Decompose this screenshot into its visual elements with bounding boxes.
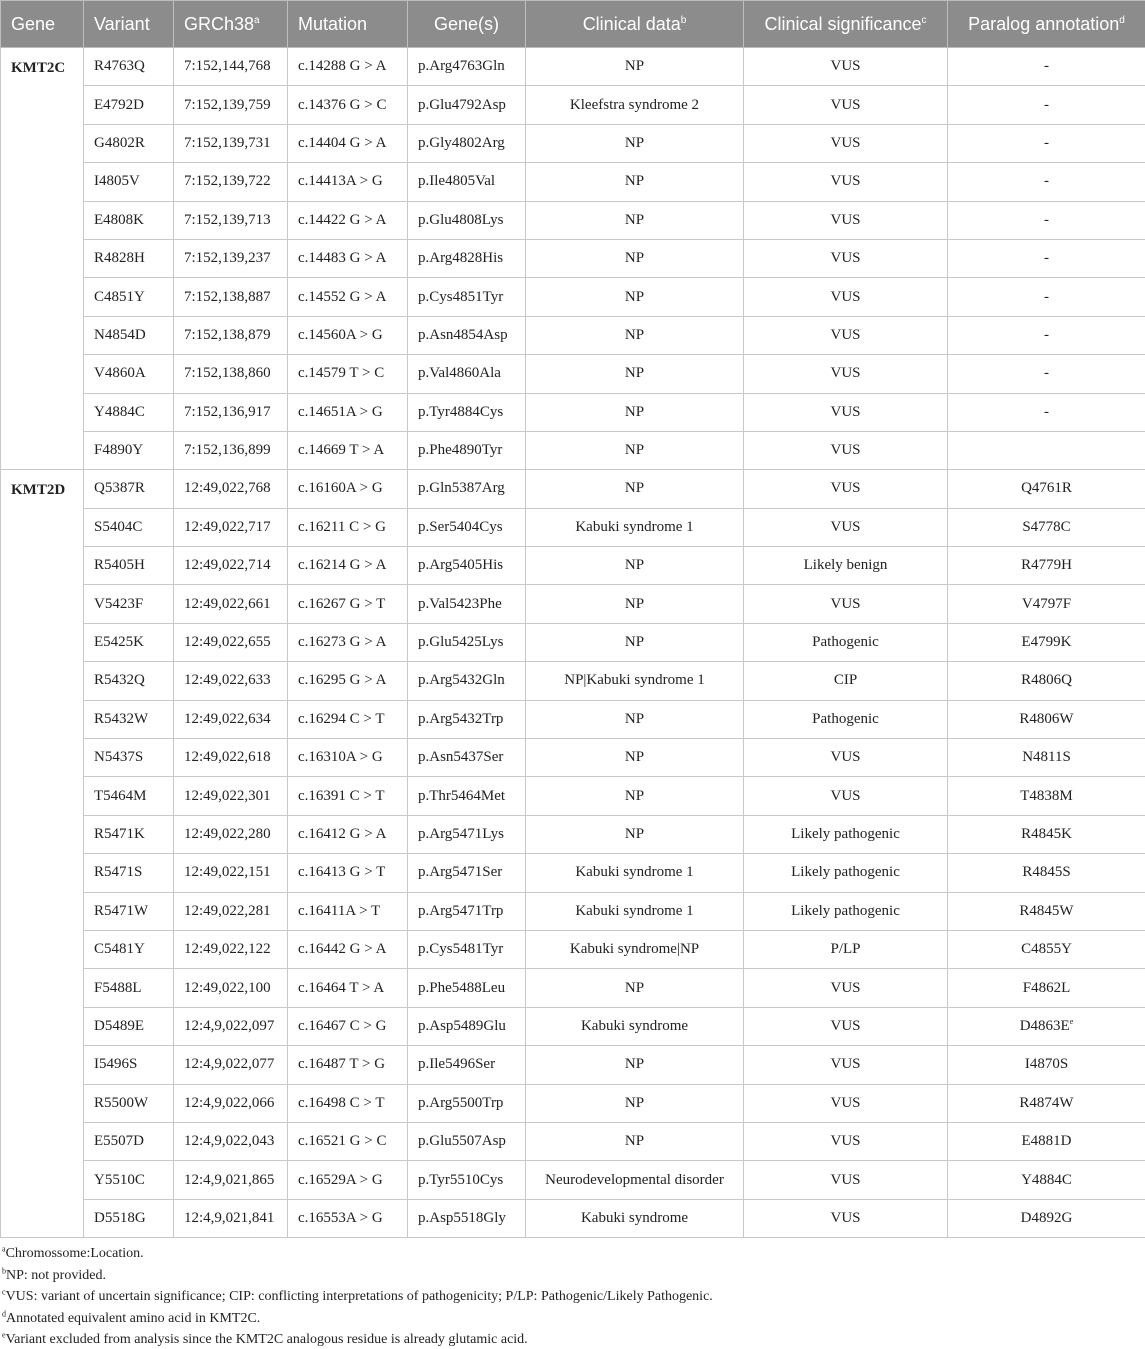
paralog-cell: Y4884C <box>948 1161 1145 1199</box>
protein-cell: p.Glu4808Lys <box>408 201 526 239</box>
protein-cell: p.Phe5488Leu <box>408 969 526 1007</box>
paralog-cell: - <box>948 201 1145 239</box>
mutation-cell: c.16467 C > G <box>288 1007 408 1045</box>
table-row <box>1 470 1145 508</box>
grch38-cell: 12:49,022,633 <box>174 662 288 700</box>
paralog-cell: E4881D <box>948 1122 1145 1160</box>
protein-cell: p.Tyr5510Cys <box>408 1161 526 1199</box>
protein-cell: p.Val4860Ala <box>408 355 526 393</box>
footnote-mark: c <box>2 1287 6 1297</box>
clinical-data-cell: NP <box>526 355 744 393</box>
grch38-cell: 12:49,022,151 <box>174 854 288 892</box>
mutation-cell: c.14669 T > A <box>288 431 408 469</box>
header-row <box>1 1 1145 48</box>
clinical-significance-cell: P/LP <box>744 930 948 968</box>
table-row <box>1 1161 1145 1199</box>
grch38-cell: 12:49,022,301 <box>174 777 288 815</box>
mutation-cell: c.14422 G > A <box>288 201 408 239</box>
grch38-cell: 7:152,136,917 <box>174 393 288 431</box>
table-row <box>1 278 1145 316</box>
table-row <box>1 355 1145 393</box>
mutation-cell: c.14404 G > A <box>288 124 408 162</box>
grch38-cell: 12:4,9,022,097 <box>174 1007 288 1045</box>
grch38-cell: 12:49,022,634 <box>174 700 288 738</box>
footnote-text: NP: not provided. <box>6 1267 106 1283</box>
variant-cell: R5471S <box>84 854 174 892</box>
clinical-data-cell: NP <box>526 316 744 354</box>
variant-cell: R5500W <box>84 1084 174 1122</box>
footnote-marker: e <box>1069 1016 1074 1026</box>
protein-cell: p.Arg5432Gln <box>408 662 526 700</box>
protein-cell: p.Arg4828His <box>408 239 526 277</box>
clinical-significance-cell: VUS <box>744 124 948 162</box>
table-row <box>1 48 1145 86</box>
clinical-significance-cell: Likely pathogenic <box>744 854 948 892</box>
table-row <box>1 201 1145 239</box>
clinical-significance-cell: VUS <box>744 585 948 623</box>
clinical-significance-cell: VUS <box>744 239 948 277</box>
clinical-significance-cell: VUS <box>744 969 948 1007</box>
clinical-data-cell: NP <box>526 201 744 239</box>
table-row <box>1 163 1145 201</box>
paralog-cell: I4870S <box>948 1046 1145 1084</box>
clinical-significance-cell: VUS <box>744 1161 948 1199</box>
protein-cell: p.Asn5437Ser <box>408 739 526 777</box>
variant-cell: D5518G <box>84 1199 174 1237</box>
table-row <box>1 1122 1145 1160</box>
gene-group-label: KMT2C <box>1 48 84 470</box>
footnote-mark: b <box>2 1265 6 1275</box>
clinical-significance-cell: VUS <box>744 777 948 815</box>
protein-cell: p.Val5423Phe <box>408 585 526 623</box>
grch38-cell: 12:49,022,717 <box>174 508 288 546</box>
header-clinical-data: Clinical data$^b$ <box>526 1 744 48</box>
mutation-cell: c.16521 G > C <box>288 1122 408 1160</box>
clinical-significance-cell: VUS <box>744 393 948 431</box>
clinical-significance-cell: VUS <box>744 355 948 393</box>
variant-cell: F5488L <box>84 969 174 1007</box>
protein-cell: p.Arg5405His <box>408 547 526 585</box>
clinical-data-cell: NP <box>526 239 744 277</box>
variant-cell: N5437S <box>84 739 174 777</box>
protein-cell: p.Gly4802Arg <box>408 124 526 162</box>
mutation-cell: c.16413 G > T <box>288 854 408 892</box>
grch38-cell: 12:4,9,022,066 <box>174 1084 288 1122</box>
paralog-cell: S4778C <box>948 508 1145 546</box>
footnote <box>2 1265 106 1284</box>
grch38-cell: 12:49,022,768 <box>174 470 288 508</box>
variant-cell: E5425K <box>84 623 174 661</box>
table-row <box>1 815 1145 853</box>
clinical-data-cell: Kabuki syndrome <box>526 1007 744 1045</box>
grch38-cell: 7:152,139,731 <box>174 124 288 162</box>
table-row <box>1 623 1145 661</box>
clinical-data-cell: NP <box>526 124 744 162</box>
clinical-significance-cell: Likely benign <box>744 547 948 585</box>
variant-cell: Y5510C <box>84 1161 174 1199</box>
clinical-significance-cell: CIP <box>744 662 948 700</box>
footnote-mark: a <box>2 1244 6 1254</box>
clinical-data-cell: Kabuki syndrome|NP <box>526 930 744 968</box>
variant-cell: Q5387R <box>84 470 174 508</box>
mutation-cell: c.16391 C > T <box>288 777 408 815</box>
table-row <box>1 316 1145 354</box>
header-clinical-significance: Clinical significance$^c$ <box>744 1 948 48</box>
table-row <box>1 1046 1145 1084</box>
clinical-data-cell: NP <box>526 393 744 431</box>
footnote-mark: d <box>2 1308 6 1318</box>
table-row <box>1 547 1145 585</box>
protein-cell: p.Arg4763Gln <box>408 48 526 86</box>
footnote-mark: e <box>2 1330 6 1340</box>
mutation-cell: c.14376 G > C <box>288 86 408 124</box>
table-row <box>1 1007 1145 1045</box>
grch38-cell: 12:4,9,021,841 <box>174 1199 288 1237</box>
grch38-cell: 7:152,139,722 <box>174 163 288 201</box>
mutation-cell: c.16267 G > T <box>288 585 408 623</box>
paralog-cell: R4806W <box>948 700 1145 738</box>
grch38-cell: 7:152,138,860 <box>174 355 288 393</box>
protein-cell: p.Arg5500Trp <box>408 1084 526 1122</box>
header-genes: Gene(s) <box>408 1 526 48</box>
table-row <box>1 700 1145 738</box>
variant-cell: T5464M <box>84 777 174 815</box>
clinical-data-cell: NP <box>526 48 744 86</box>
clinical-data-cell: NP <box>526 278 744 316</box>
clinical-significance-cell: VUS <box>744 739 948 777</box>
variant-cell: N4854D <box>84 316 174 354</box>
clinical-data-cell: Kleefstra syndrome 2 <box>526 86 744 124</box>
paralog-cell: R4779H <box>948 547 1145 585</box>
variant-cell: F4890Y <box>84 431 174 469</box>
table-row <box>1 777 1145 815</box>
protein-cell: p.Cys5481Tyr <box>408 930 526 968</box>
variant-cell: R5432Q <box>84 662 174 700</box>
footnote-text: Chromossome:Location. <box>5 1246 144 1261</box>
footnote <box>2 1246 144 1262</box>
clinical-significance-cell: VUS <box>744 1084 948 1122</box>
clinical-data-cell: NP <box>526 700 744 738</box>
table-row <box>1 892 1145 930</box>
paralog-cell: C4855Y <box>948 930 1145 968</box>
clinical-significance-cell: VUS <box>744 316 948 354</box>
paralog-value: D4863E <box>1019 1017 1070 1034</box>
grch38-cell: 12:4,9,021,865 <box>174 1161 288 1199</box>
clinical-data-cell: Kabuki syndrome 1 <box>526 508 744 546</box>
grch38-cell: 12:49,022,655 <box>174 623 288 661</box>
table-row <box>1 1199 1145 1237</box>
protein-cell: p.Ile5496Ser <box>408 1046 526 1084</box>
mutation-cell: c.16498 C > T <box>288 1084 408 1122</box>
variant-cell: V4860A <box>84 355 174 393</box>
protein-cell: p.Ile4805Val <box>408 163 526 201</box>
mutation-cell: c.16553A > G <box>288 1199 408 1237</box>
header-gene: Gene <box>1 1 84 48</box>
mutation-cell: c.16214 G > A <box>288 547 408 585</box>
clinical-significance-cell: VUS <box>744 1122 948 1160</box>
protein-cell: p.Asp5489Glu <box>408 1007 526 1045</box>
paralog-cell: Q4761R <box>948 470 1145 508</box>
paralog-cell: - <box>948 48 1145 86</box>
clinical-significance-cell: VUS <box>744 470 948 508</box>
paralog-cell: R4845W <box>948 892 1145 930</box>
table-row <box>1 124 1145 162</box>
table-row <box>1 393 1145 431</box>
paralog-cell: R4845S <box>948 854 1145 892</box>
clinical-significance-cell: VUS <box>744 1046 948 1084</box>
table-row <box>1 1084 1145 1122</box>
footnote <box>2 1289 713 1305</box>
table-row <box>1 508 1145 546</box>
clinical-data-cell: NP <box>526 739 744 777</box>
grch38-cell: 12:49,022,280 <box>174 815 288 853</box>
variant-cell: C4851Y <box>84 278 174 316</box>
footnote <box>2 1332 528 1348</box>
mutation-cell: c.16487 T > G <box>288 1046 408 1084</box>
table-row <box>1 239 1145 277</box>
variant-cell: R4763Q <box>84 48 174 86</box>
grch38-cell: 7:152,138,887 <box>174 278 288 316</box>
paralog-cell: N4811S <box>948 739 1145 777</box>
footnote <box>2 1308 261 1327</box>
protein-cell: p.Phe4890Tyr <box>408 431 526 469</box>
mutation-cell: c.16442 G > A <box>288 930 408 968</box>
protein-cell: p.Arg5432Trp <box>408 700 526 738</box>
clinical-data-cell: NP <box>526 547 744 585</box>
protein-cell: p.Glu4792Asp <box>408 86 526 124</box>
variant-cell: S5404C <box>84 508 174 546</box>
grch38-cell: 12:49,022,281 <box>174 892 288 930</box>
protein-cell: p.Tyr4884Cys <box>408 393 526 431</box>
variant-cell: C5481Y <box>84 930 174 968</box>
mutation-cell: c.14552 G > A <box>288 278 408 316</box>
protein-cell: p.Asp5518Gly <box>408 1199 526 1237</box>
clinical-significance-cell: VUS <box>744 163 948 201</box>
clinical-data-cell: Kabuki syndrome <box>526 1199 744 1237</box>
clinical-data-cell: NP <box>526 585 744 623</box>
table-row <box>1 585 1145 623</box>
variant-cell: R5432W <box>84 700 174 738</box>
grch38-cell: 7:152,144,768 <box>174 48 288 86</box>
mutation-cell: c.16464 T > A <box>288 969 408 1007</box>
clinical-significance-cell: VUS <box>744 1199 948 1237</box>
paralog-cell: R4845K <box>948 815 1145 853</box>
clinical-significance-cell: VUS <box>744 1007 948 1045</box>
paralog-cell: T4838M <box>948 777 1145 815</box>
paralog-cell: - <box>948 124 1145 162</box>
paralog-cell: - <box>948 393 1145 431</box>
variant-cell: R5405H <box>84 547 174 585</box>
mutation-cell: c.16412 G > A <box>288 815 408 853</box>
protein-cell: p.Thr5464Met <box>408 777 526 815</box>
clinical-significance-cell: Likely pathogenic <box>744 815 948 853</box>
paralog-cell: - <box>948 239 1145 277</box>
table-row <box>1 662 1145 700</box>
clinical-data-cell: Kabuki syndrome 1 <box>526 854 744 892</box>
mutation-cell: c.16310A > G <box>288 739 408 777</box>
variant-cell: E4792D <box>84 86 174 124</box>
paralog-cell: D4892G <box>948 1199 1145 1237</box>
grch38-cell: 12:4,9,022,043 <box>174 1122 288 1160</box>
clinical-significance-cell: VUS <box>744 278 948 316</box>
variant-cell: I4805V <box>84 163 174 201</box>
grch38-cell: 12:49,022,100 <box>174 969 288 1007</box>
clinical-data-cell: NP <box>526 431 744 469</box>
protein-cell: p.Glu5507Asp <box>408 1122 526 1160</box>
variant-cell: G4802R <box>84 124 174 162</box>
paralog-cell: V4797F <box>948 585 1145 623</box>
paralog-cell: - <box>948 278 1145 316</box>
clinical-data-cell: NP|Kabuki syndrome 1 <box>526 662 744 700</box>
mutation-cell: c.16160A > G <box>288 470 408 508</box>
clinical-data-cell: Neurodevelopmental disorder <box>526 1161 744 1199</box>
protein-cell: p.Gln5387Arg <box>408 470 526 508</box>
clinical-significance-cell: VUS <box>744 86 948 124</box>
clinical-data-cell: NP <box>526 163 744 201</box>
clinical-significance-cell: VUS <box>744 201 948 239</box>
paralog-cell: - <box>948 316 1145 354</box>
header-grch38: GRCh38$^a$ <box>174 1 288 48</box>
clinical-significance-cell: VUS <box>744 431 948 469</box>
grch38-cell: 12:49,022,661 <box>174 585 288 623</box>
clinical-data-cell: NP <box>526 1084 744 1122</box>
table-row <box>1 930 1145 968</box>
clinical-data-cell: NP <box>526 815 744 853</box>
table-row <box>1 86 1145 124</box>
grch38-cell: 7:152,139,759 <box>174 86 288 124</box>
mutation-cell: c.16211 C > G <box>288 508 408 546</box>
grch38-cell: 7:152,139,713 <box>174 201 288 239</box>
clinical-significance-cell: Likely pathogenic <box>744 892 948 930</box>
mutation-cell: c.16529A > G <box>288 1161 408 1199</box>
mutation-cell: c.16294 C > T <box>288 700 408 738</box>
header-variant: Variant <box>84 1 174 48</box>
mutation-cell: c.16273 G > A <box>288 623 408 661</box>
variant-cell: I5496S <box>84 1046 174 1084</box>
mutation-cell: c.14651A > G <box>288 393 408 431</box>
gene-group-label: KMT2D <box>1 470 84 1238</box>
variant-cell: R5471K <box>84 815 174 853</box>
paralog-cell <box>948 1007 1145 1045</box>
mutation-cell: c.16295 G > A <box>288 662 408 700</box>
paralog-cell: F4862L <box>948 969 1145 1007</box>
clinical-significance-cell: Pathogenic <box>744 700 948 738</box>
paralog-cell <box>948 431 1145 469</box>
variant-cell: R5471W <box>84 892 174 930</box>
protein-cell: p.Ser5404Cys <box>408 508 526 546</box>
protein-cell: p.Arg5471Lys <box>408 815 526 853</box>
clinical-data-cell: NP <box>526 1122 744 1160</box>
clinical-data-cell: Kabuki syndrome 1 <box>526 892 744 930</box>
protein-cell: p.Asn4854Asp <box>408 316 526 354</box>
variant-cell: E5507D <box>84 1122 174 1160</box>
grch38-cell: 12:49,022,122 <box>174 930 288 968</box>
mutation-cell: c.14288 G > A <box>288 48 408 86</box>
mutation-cell: c.14579 T > C <box>288 355 408 393</box>
protein-cell: p.Arg5471Trp <box>408 892 526 930</box>
grch38-cell: 7:152,139,237 <box>174 239 288 277</box>
paralog-cell: - <box>948 163 1145 201</box>
clinical-data-cell: NP <box>526 470 744 508</box>
paralog-cell: - <box>948 355 1145 393</box>
header-paralog-annotation: Paralog annotation$^d$ <box>948 1 1145 48</box>
grch38-cell: 12:49,022,714 <box>174 547 288 585</box>
mutation-cell: c.14413A > G <box>288 163 408 201</box>
clinical-data-cell: NP <box>526 777 744 815</box>
clinical-significance-cell: VUS <box>744 508 948 546</box>
variant-cell: D5489E <box>84 1007 174 1045</box>
clinical-data-cell: NP <box>526 969 744 1007</box>
footnote-text: VUS: variant of uncertain significance; CIP: conflicting interpretations of pathogenicity; P/LP: Pathogenic/Likely Pathogenic. <box>5 1289 713 1304</box>
variant-cell: V5423F <box>84 585 174 623</box>
variant-cell: E4808K <box>84 201 174 239</box>
table-row <box>1 739 1145 777</box>
clinical-significance-cell: Pathogenic <box>744 623 948 661</box>
variant-cell: Y4884C <box>84 393 174 431</box>
grch38-cell: 7:152,136,899 <box>174 431 288 469</box>
mutation-cell: c.16411A > T <box>288 892 408 930</box>
header-mutation: Mutation <box>288 1 408 48</box>
paralog-cell: R4874W <box>948 1084 1145 1122</box>
mutation-cell: c.14483 G > A <box>288 239 408 277</box>
clinical-data-cell: NP <box>526 623 744 661</box>
protein-cell: p.Arg5471Ser <box>408 854 526 892</box>
clinical-data-cell: NP <box>526 1046 744 1084</box>
footnote-text: Annotated equivalent amino acid in KMT2C. <box>6 1310 261 1326</box>
grch38-cell: 7:152,138,879 <box>174 316 288 354</box>
table-row <box>1 969 1145 1007</box>
clinical-significance-cell: VUS <box>744 48 948 86</box>
footnote-text: Variant excluded from analysis since the KMT2C analogous residue is already glutamic acid. <box>5 1332 528 1347</box>
protein-cell: p.Cys4851Tyr <box>408 278 526 316</box>
variant-cell: R4828H <box>84 239 174 277</box>
grch38-cell: 12:49,022,618 <box>174 739 288 777</box>
mutation-cell: c.14560A > G <box>288 316 408 354</box>
paralog-cell: E4799K <box>948 623 1145 661</box>
grch38-cell: 12:4,9,022,077 <box>174 1046 288 1084</box>
table-row <box>1 431 1145 469</box>
paralog-cell: R4806Q <box>948 662 1145 700</box>
protein-cell: p.Glu5425Lys <box>408 623 526 661</box>
table-row <box>1 854 1145 892</box>
paralog-cell: - <box>948 86 1145 124</box>
